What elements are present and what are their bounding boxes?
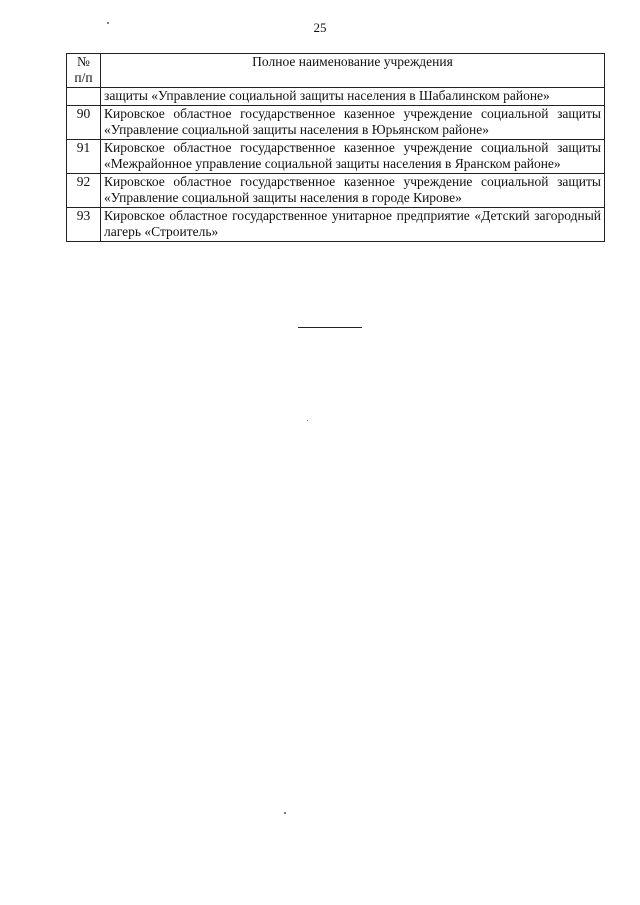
column-header-name: Полное наименование учреждения — [101, 54, 605, 88]
institution-name: Кировское областное государственное унитарное предприятие «Детский загородный лагерь «Строитель» — [101, 208, 605, 242]
row-number — [67, 88, 101, 106]
table-header-row — [67, 54, 605, 88]
scan-speck — [107, 22, 109, 24]
institution-name: Кировское областное государственное казенное учреждение социальной защиты «Межрайонное управление социальной защиты населения в Яранском районе» — [101, 140, 605, 174]
column-header-number: № п/п — [67, 54, 101, 88]
table-row — [67, 106, 605, 140]
row-number: 92 — [67, 174, 101, 208]
scan-speck — [307, 420, 308, 421]
table-row — [67, 174, 605, 208]
table-row — [67, 208, 605, 242]
row-number: 90 — [67, 106, 101, 140]
institutions-table — [66, 53, 605, 242]
page-number: 25 — [313, 20, 327, 35]
scan-speck — [284, 812, 286, 814]
table-row — [67, 140, 605, 174]
end-separator-line — [298, 327, 362, 328]
row-number: 91 — [67, 140, 101, 174]
institution-name: Кировское областное государственное казенное учреждение социальной защиты «Управление социальной защиты населения в Юрьянском районе» — [101, 106, 605, 140]
institution-name: Кировское областное государственное казенное учреждение социальной защиты «Управление социальной защиты населения в городе Кирове» — [101, 174, 605, 208]
institution-name: защиты «Управление социальной защиты населения в Шабалинском районе» — [101, 88, 605, 106]
row-number: 93 — [67, 208, 101, 242]
table-row — [67, 88, 605, 106]
